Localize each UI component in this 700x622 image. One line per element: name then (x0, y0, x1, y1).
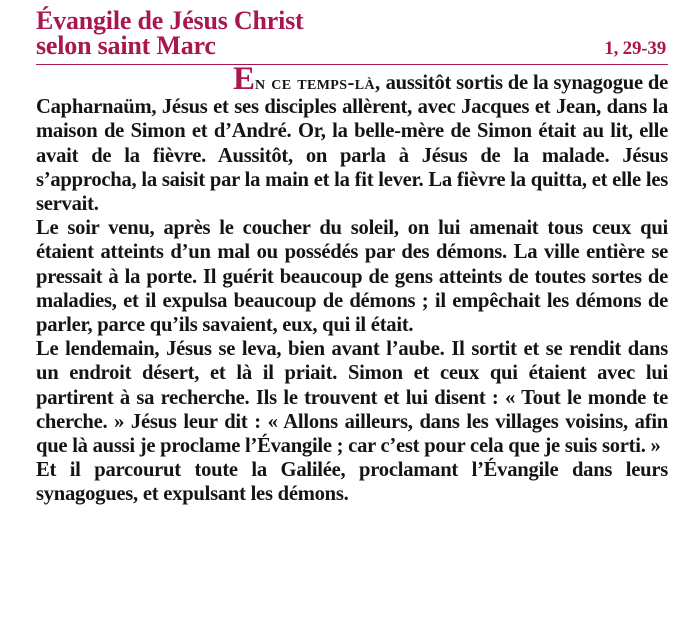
paragraph-2: Le soir venu, après le coucher du soleil, on lui amenait tous ceux qui étaient atteints d’un mal ou possédés par des démons. La ville entière se pressait à la porte. Il guérit beaucoup de gens atteints de toutes sortes de maladies, et il expulsa beaucoup de démons ; il empêchait les démons de parler, parce qu’ils savaient, eux, qui il était. (36, 217, 668, 337)
paragraph-4: Et il parcourut toute la Galilée, proclamant l’Évangile dans leurs synagogues, et expulsant les démons. (36, 459, 668, 506)
document-page (36, 8, 668, 507)
header-divider (36, 64, 668, 65)
title-row (36, 33, 668, 61)
opening-words: n ce temps-là, (255, 72, 381, 94)
paragraph-3: Le lendemain, Jésus se leva, bien avant l’aube. Il sortit et se rendit dans un endroit désert, et là il priait. Simon et ceux qui étaient avec lui partirent à sa recherche. Ils le trouvent et lui disent : « Tout le monde te cherche. » Jésus leur dit : « Allons ailleurs, dans les villages voisins, afin que là aussi je proclame l’Évangile ; car c’est pour cela que je suis sorti. » (36, 338, 668, 458)
paragraph-1-text: aussitôt sortis de la synagogue de Capharnaüm, Jésus et ses disciples allèrent, avec Jacques et Jean, dans la maison de Simon et d’André. Or, la belle-mère de Simon était au lit, elle avait de la fièvre. Aussitôt, on parla à Jésus de la malade. Jésus s’approcha, la saisit par la main et la fit lever. La fièvre la quitta, et elle les servait. (36, 72, 669, 216)
scripture-reference: 1, 29-39 (604, 38, 666, 59)
drop-cap: E (233, 61, 256, 97)
gospel-text (36, 61, 669, 507)
gospel-title: Évangile de Jésus Christ (36, 6, 304, 35)
paragraph-1 (36, 61, 669, 216)
gospel-subtitle: selon saint Marc (36, 31, 216, 60)
